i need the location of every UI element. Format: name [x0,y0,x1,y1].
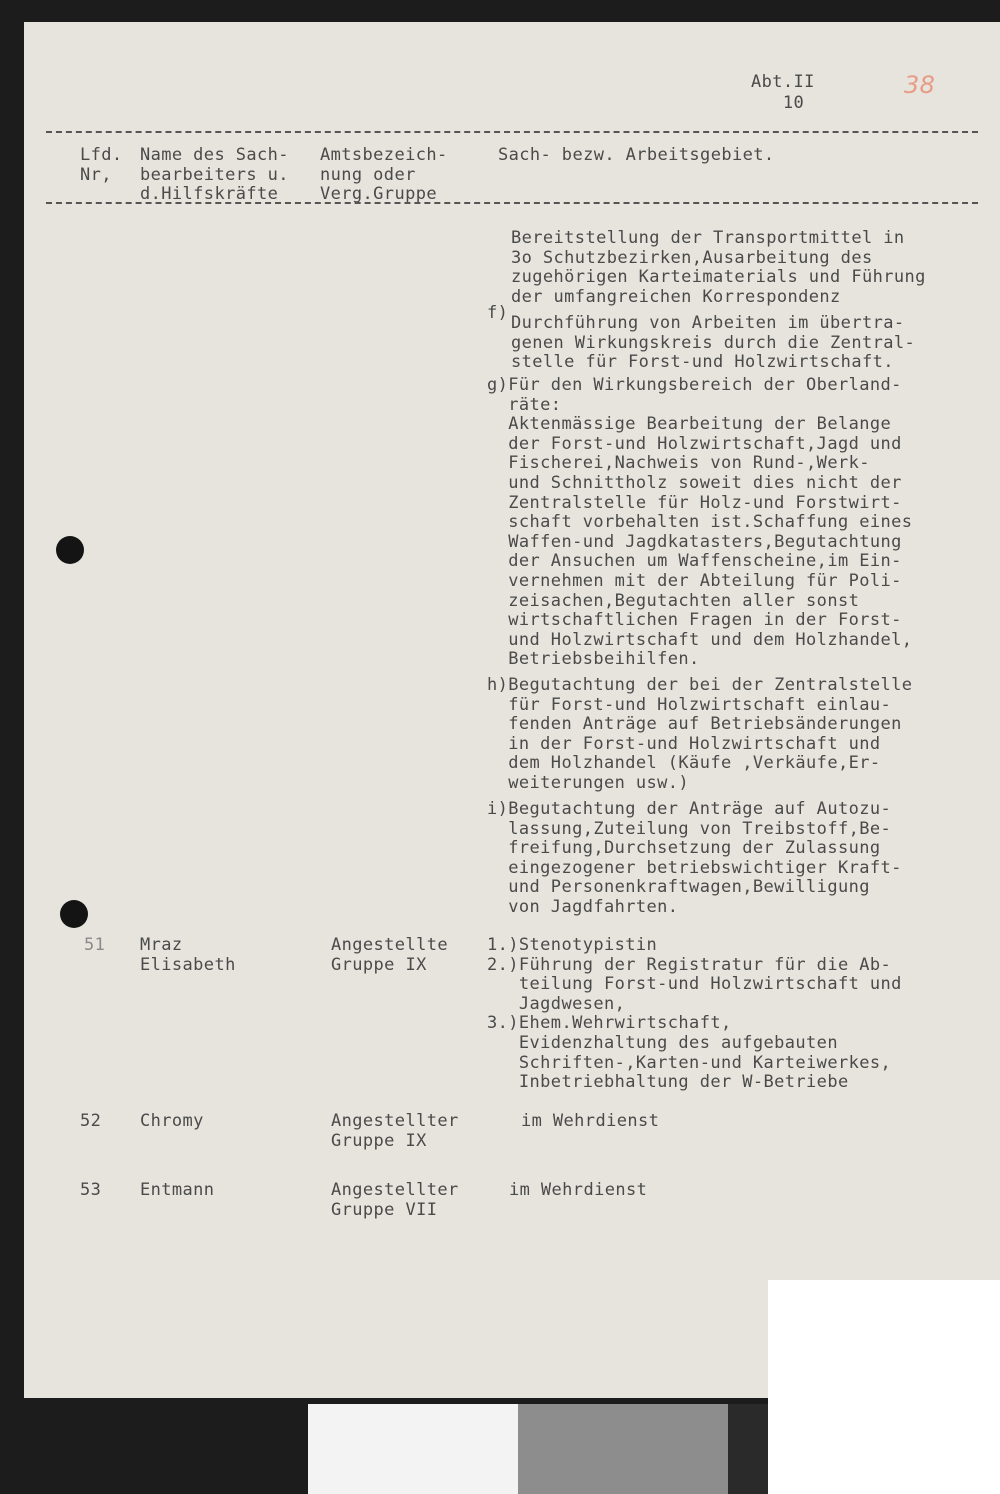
entry-duties: im Wehrdienst [521,1111,660,1131]
column-header-area: Sach- bezw. Arbeitsgebiet. [498,145,775,165]
color-card-dark [728,1404,768,1494]
item-f-text: Durchführung von Arbeiten im übertra- genen Wirkungskreis durch die Zentral- stelle für Forst-und Holzwirtschaft. [511,313,916,373]
header-rule-top [46,131,978,133]
entry-number: 53 [80,1180,102,1200]
continuation-intro: Bereitstellung der Transportmittel in 3o Schutzbezirken,Ausarbeitung des zugehörigen Karteimaterials und Führung der umfangreichen Korrespondenz [511,228,926,307]
entry-number: 51 [84,935,106,955]
column-header-title: Amtsbezeich- nung oder Verg.Gruppe [320,145,448,205]
color-card-white [308,1404,518,1494]
department-header: Abt.II 10 [751,72,815,113]
entry-number: 52 [80,1111,102,1131]
punch-hole-bottom [60,900,88,928]
header-rule-bottom [46,202,978,204]
column-header-name: Name des Sach- bearbeiters u. d.Hilfskräfte [140,145,289,205]
entry-title: Angestellte Gruppe IX [331,935,448,975]
color-card-gray [518,1404,728,1494]
entry-title: Angestellter Gruppe VII [331,1180,459,1220]
entry-name: Chromy [140,1111,204,1131]
entry-name: Entmann [140,1180,215,1200]
column-header-nr: Lfd. Nr, [80,145,123,185]
entry-duties: im Wehrdienst [509,1180,648,1200]
white-background-patch [768,1280,1000,1494]
entry-duties: 1.)Stenotypistin 2.)Führung der Registratur für die Ab- teilung Forst-und Holzwirtschaft und Jagdwesen, 3.)Ehem.Wehrwirtschaft, Evidenzhaltung des aufgebauten Schriften-,Karten-und Karteiwerkes, Inbetriebhaltung der W-Betriebe [487,935,902,1093]
entry-name: Mraz Elisabeth [140,935,236,975]
item-i-text: i)Begutachtung der Anträge auf Autozu- lassung,Zuteilung von Treibstoff,Be- freifung,Durchsetzung der Zulassung eingezogener betriebswichtiger Kraft- und Personenkraftwagen,Bewilligung von Jagdfahrten. [487,799,902,917]
folio-number: 38 [904,71,936,99]
entry-title: Angestellter Gruppe IX [331,1111,459,1151]
punch-hole-top [56,536,84,564]
item-h-text: h)Begutachtung der bei der Zentralstelle für Forst-und Holzwirtschaft einlau- fenden Anträge auf Betriebsänderungen in der Forst-und Holzwirtschaft und dem Holzhandel (Käufe ,Verkäufe,Er- weiterungen usw.) [487,675,913,793]
item-f-marker: f) [487,303,509,323]
item-g-text: g)Für den Wirkungsbereich der Oberland- räte: Aktenmässige Bearbeitung der Belange der Forst-und Holzwirtschaft,Jagd und Fischerei,Nachweis von Rund-,Werk- und Schnittholz soweit dies nicht der Zentralstelle für Holz-und Forstwirt- schaft vorbehalten ist.Schaffung eines Waffen-und Jagdkatasters,Begutachtung der Ansuchen um Waffenscheine,im Ein- vernehmen mit der Abteilung für Poli- zeisachen,Begutachten aller sonst wirtschaftlichen Fragen in der Forst- und Holzwirtschaft und dem Holzhandel, Betriebsbeihilfen. [487,375,913,670]
